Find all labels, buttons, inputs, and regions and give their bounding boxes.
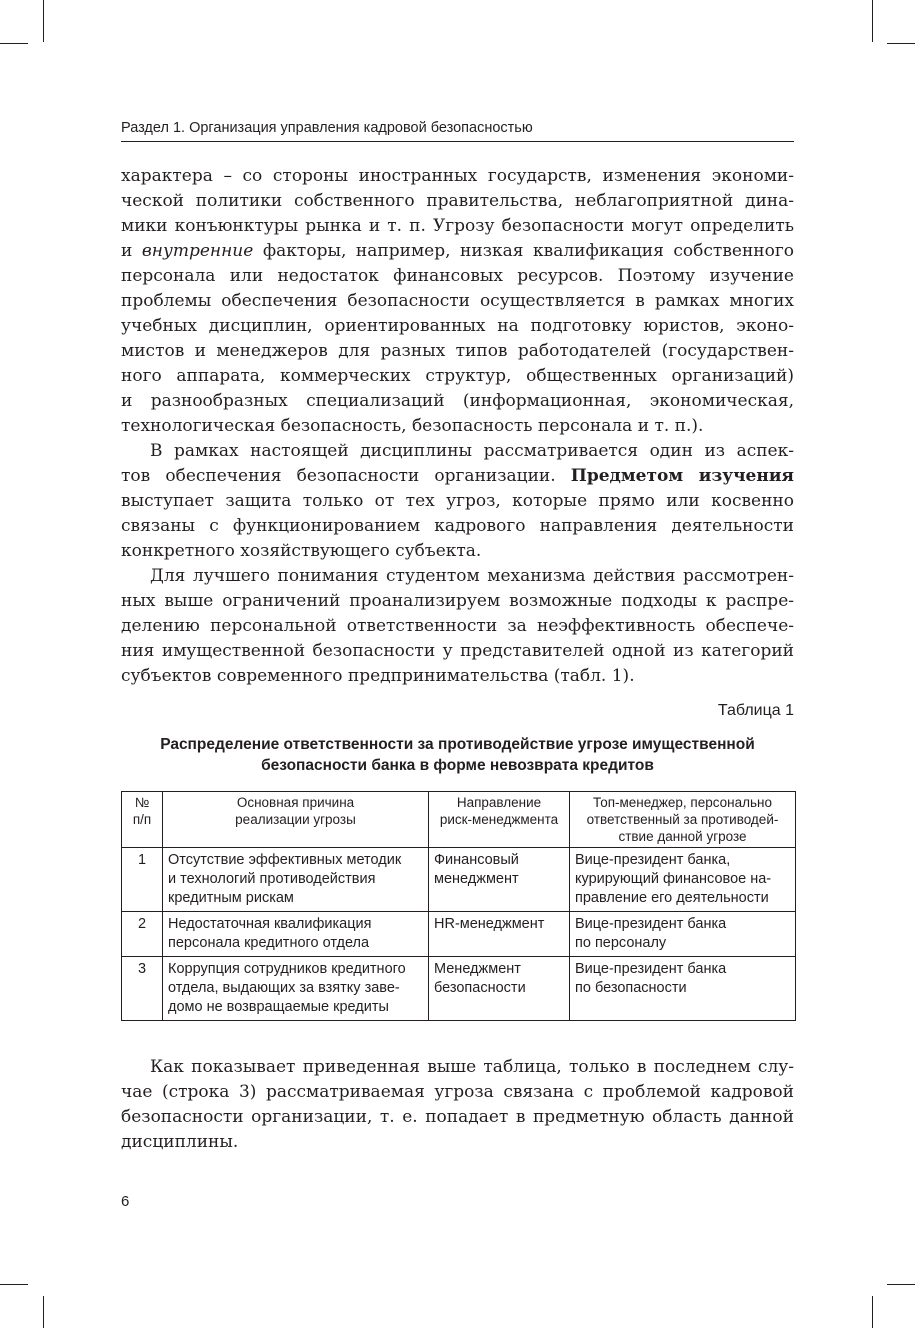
- crop-mark-bottom-right: [872, 1296, 873, 1328]
- paragraph-1: [121, 164, 794, 439]
- text-line: мики конъюнктуры рынка и т. п. Угрозу безопасности могут определить: [121, 216, 794, 236]
- table-row: [122, 957, 796, 1021]
- cell-line: персонала кредитного отдела: [168, 935, 370, 951]
- text-line: чае (строка 3) рассматриваемая угроза связана с проблемой кадровой: [121, 1082, 794, 1102]
- text-line: субъектов современного предпринимательства (табл. 1).: [121, 666, 635, 686]
- crop-mark-top-left: [43, 0, 44, 42]
- header-line: Направление: [456, 795, 542, 810]
- text-line: ного аппарата, коммерческих структур, общественных организаций): [121, 366, 794, 386]
- text-line: связаны с функционированием кадрового направления деятельности: [121, 516, 794, 536]
- cell-line: домо не возвращаемые кредиты: [168, 999, 389, 1015]
- paragraph-4: [121, 1055, 794, 1155]
- text-line: [121, 464, 794, 489]
- crop-mark-left-bottom: [0, 1284, 28, 1285]
- text-run: и: [121, 241, 142, 261]
- text-line: дисциплины.: [121, 1132, 239, 1152]
- header-line: №: [134, 795, 150, 810]
- header-line: реализации угрозы: [235, 812, 356, 827]
- crop-mark-top-right: [872, 0, 873, 42]
- header-line: Основная причина: [236, 795, 355, 810]
- crop-mark-right-top: [887, 43, 915, 44]
- paragraph-3: [121, 564, 794, 689]
- table-row: [122, 848, 796, 912]
- text-line: мистов и менеджеров для разных типов работодателей (государствен-: [121, 341, 794, 361]
- cell-manager: [570, 957, 796, 1021]
- bold-term: Предметом изучения: [570, 466, 794, 486]
- cell-cause: [163, 912, 429, 957]
- cell-line: Вице-президент банка: [575, 961, 727, 977]
- cell-manager: [570, 912, 796, 957]
- text-line: ческой политики собственного правительства, неблагоприятной дина-: [121, 191, 794, 211]
- cell-manager: [570, 848, 796, 912]
- cell-direction: [429, 957, 570, 1021]
- text-line: ных выше ограничений проанализируем возможные подходы к распре-: [121, 591, 794, 611]
- text-line: и разнообразных специализаций (информационная, экономическая,: [121, 391, 794, 411]
- cell-cause: [163, 848, 429, 912]
- header-line: п/п: [132, 812, 152, 827]
- cell-num: 2: [122, 912, 163, 957]
- text-line: персонала или недостаток финансовых ресурсов. Поэтому изучение: [121, 266, 794, 286]
- text-line: В рамках настоящей дисциплины рассматривается один из аспек-: [150, 441, 794, 461]
- cell-line: безопасности: [434, 980, 526, 996]
- crop-mark-right-bottom: [887, 1284, 915, 1285]
- text-line: Как показывает приведенная выше таблица, только в последнем слу-: [150, 1057, 794, 1077]
- header-line: риск-менеджмента: [439, 812, 559, 827]
- paragraph-2: [121, 439, 794, 564]
- cell-cause: [163, 957, 429, 1021]
- responsibility-table: [121, 791, 796, 1021]
- cell-direction: [429, 848, 570, 912]
- cell-line: отдела, выдающих за взятку заве-: [168, 980, 400, 996]
- table-title: [121, 734, 794, 776]
- text-line: проблемы обеспечения безопасности осуществляется в рамках многих: [121, 291, 794, 311]
- table-header-row: [122, 792, 796, 848]
- text-line: Для лучшего понимания студентом механизма действия рассмотрен-: [150, 566, 794, 586]
- cell-line: курирующий финансовое на-: [575, 871, 772, 887]
- header-line: Топ-менеджер, персонально: [593, 795, 772, 810]
- cell-line: Недостаточная квалификация: [168, 916, 372, 932]
- running-head: Раздел 1. Организация управления кадровой безопасностью: [121, 118, 794, 142]
- text-line: делению персональной ответственности за неэффективность обеспече-: [121, 616, 794, 636]
- cell-num: 1: [122, 848, 163, 912]
- crop-mark-left-top: [0, 43, 28, 44]
- cell-line: Финансовый: [434, 852, 519, 868]
- page-number: 6: [121, 1193, 130, 1210]
- cell-line: и технологий противодействия: [168, 871, 376, 887]
- cell-line: правление его деятельности: [575, 890, 769, 906]
- text-line: [121, 239, 794, 264]
- text-run: тов обеспечения безопасности организации.: [121, 466, 571, 486]
- header-manager: [570, 792, 796, 848]
- table-title-line: безопасности банка в форме невозврата кредитов: [261, 757, 654, 774]
- text-run: факторы, например, низкая квалификация собственного: [253, 241, 794, 261]
- cell-line: кредитным рискам: [168, 890, 294, 906]
- cell-line: по безопасности: [575, 980, 687, 996]
- cell-line: Отсутствие эффективных методик: [168, 852, 402, 868]
- text-line: ния имущественной безопасности у представителей одной из категорий: [121, 641, 794, 661]
- text-line: технологическая безопасность, безопасность персонала и т. п.).: [121, 416, 704, 436]
- text-line: характера – со стороны иностранных государств, изменения экономи-: [121, 166, 794, 186]
- cell-line: Менеджмент: [434, 961, 521, 977]
- text-line: выступает защита только от тех угроз, которые прямо или косвенно: [121, 491, 794, 511]
- cell-line: HR-менеджмент: [434, 916, 545, 932]
- text-line: конкретного хозяйствующего субъекта.: [121, 541, 482, 561]
- table-row: [122, 912, 796, 957]
- header-direction: [429, 792, 570, 848]
- cell-line: Вице-президент банка: [575, 916, 727, 932]
- crop-mark-bottom-left: [43, 1296, 44, 1328]
- header-line: ствие данной угрозе: [618, 829, 747, 844]
- header-line: ответственный за противодей-: [586, 812, 779, 827]
- text-line: безопасности организации, т. е. попадает в предметную область данной: [121, 1107, 794, 1127]
- cell-direction: [429, 912, 570, 957]
- cell-line: Коррупция сотрудников кредитного: [168, 961, 406, 977]
- cell-line: Вице-президент банка,: [575, 852, 731, 868]
- table-title-line: Распределение ответственности за противодействие угрозе имущественной: [160, 736, 755, 753]
- table-label: Таблица 1: [717, 702, 794, 719]
- cell-line: менеджмент: [434, 871, 519, 887]
- header-cause: [163, 792, 429, 848]
- italic-term: внутренние: [141, 241, 254, 261]
- cell-line: по персоналу: [575, 935, 667, 951]
- header-num: [122, 792, 163, 848]
- cell-num: 3: [122, 957, 163, 1021]
- text-line: учебных дисциплин, ориентированных на подготовку юристов, эконо-: [121, 316, 794, 336]
